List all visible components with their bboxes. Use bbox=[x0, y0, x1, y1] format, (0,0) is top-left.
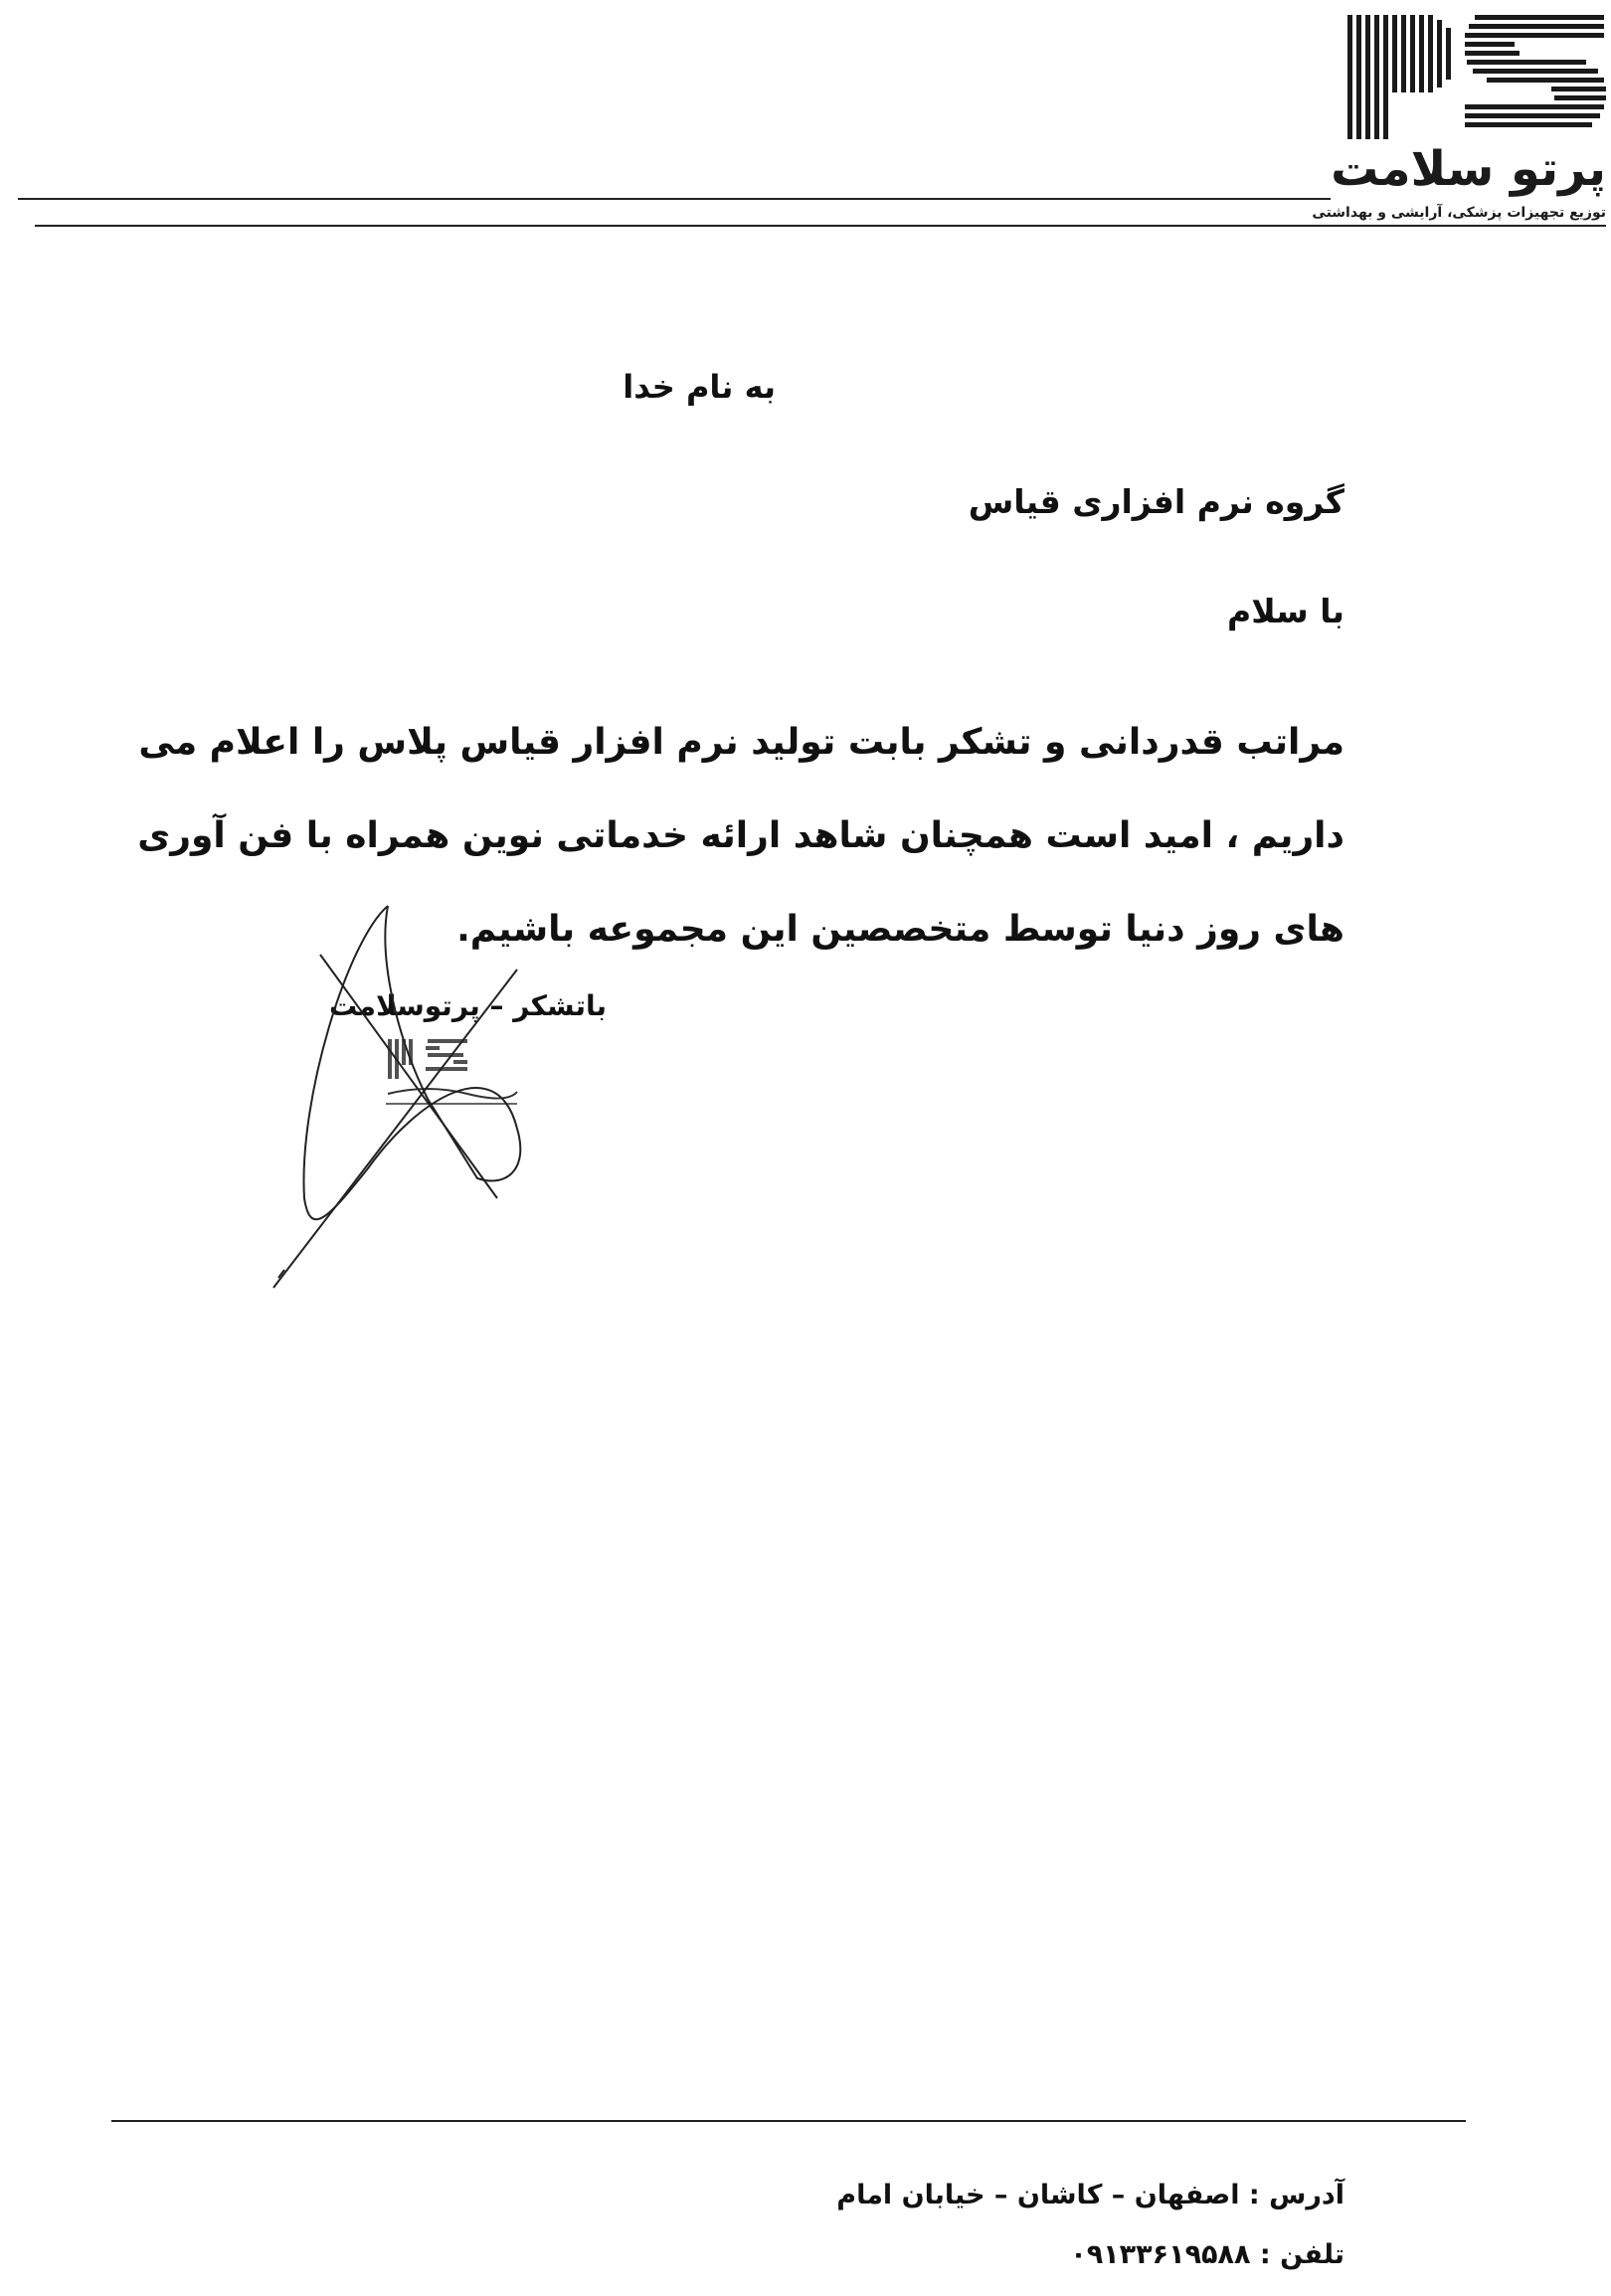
ps-logo-icon bbox=[1347, 10, 1611, 149]
footer-divider bbox=[111, 2120, 1466, 2122]
body-line: مراتب قدردانی و تشکر بابت تولید نرم افزار قیاس پلاس را اعلام می bbox=[138, 722, 1344, 763]
header-divider bbox=[35, 225, 1606, 227]
body-line: داریم ، امید است همچنان شاهد ارائه خدماتی نوین همراه با فن آوری bbox=[137, 815, 1344, 856]
footer-phone: تلفن : ۰۹۱۳۳۶۱۹۵۸۸ bbox=[1070, 2239, 1344, 2270]
company-tagline: توزیع تجهیزات پزشکی، آرایشی و بهداشتی bbox=[1312, 205, 1606, 221]
closing-line: باتشکر – پرتوسلامت bbox=[328, 989, 607, 1022]
footer-address: آدرس : اصفهان – کاشان – خیابان امام bbox=[836, 2180, 1344, 2210]
signature-icon bbox=[268, 900, 597, 1298]
company-name: پرتو سلامت bbox=[1331, 141, 1606, 197]
body-line: های روز دنیا توسط متخصصین این مجموعه باشیم. bbox=[456, 909, 1344, 950]
signature bbox=[268, 900, 597, 1298]
header-divider bbox=[18, 198, 1331, 200]
recipient-line: گروه نرم افزاری قیاس bbox=[968, 482, 1344, 521]
basmala-heading: به نام خدا bbox=[623, 368, 776, 406]
greeting-line: با سلام bbox=[1227, 592, 1344, 630]
